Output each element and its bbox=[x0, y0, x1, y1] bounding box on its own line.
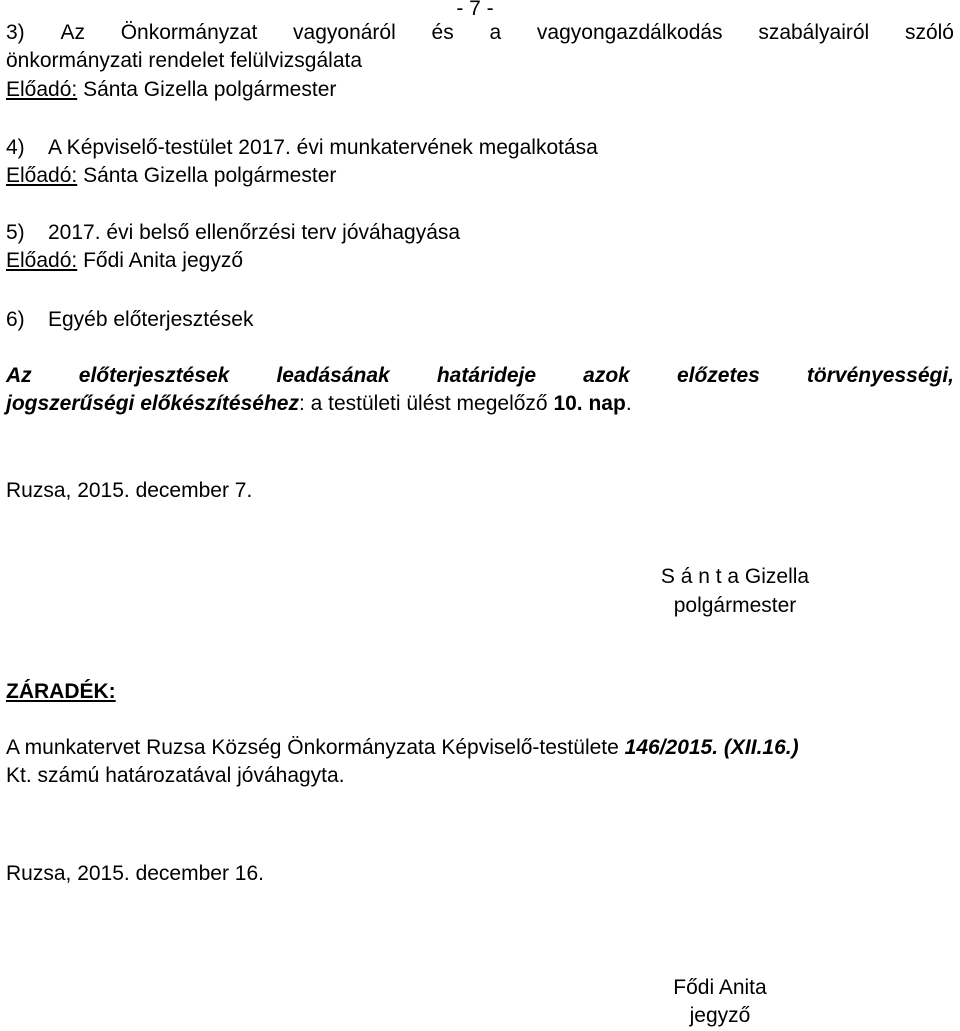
presenter-label: Előadó: bbox=[6, 249, 78, 272]
agenda-item-4-number: 4) bbox=[6, 136, 25, 159]
deadline-text: : a testületi ülést megelőző bbox=[298, 392, 554, 415]
date-2: Ruzsa, 2015. december 16. bbox=[6, 862, 264, 885]
agenda-item-3-line1 bbox=[6, 20, 954, 46]
clause-text: A munkatervet Ruzsa Község Önkormányzata Képviselő-testülete bbox=[6, 736, 625, 759]
presenter-name: Sánta Gizella polgármester bbox=[77, 164, 337, 187]
deadline-end: . bbox=[625, 392, 632, 415]
agenda-item-5-number: 5) bbox=[6, 221, 25, 244]
deadline-emphasis: jogszerűségi előkészítéséhez bbox=[6, 392, 299, 415]
deadline-days: 10. nap bbox=[553, 392, 626, 415]
presenter-name: Sánta Gizella polgármester bbox=[77, 78, 337, 101]
agenda-item-5-title bbox=[6, 220, 460, 246]
page-number: - 7 - bbox=[456, 0, 494, 20]
agenda-item-5-text: 2017. évi belső ellenőrzési terv jóváhagyása bbox=[48, 221, 461, 244]
presenter-label: Előadó: bbox=[6, 164, 78, 187]
presenter-name: Fődi Anita jegyző bbox=[77, 249, 243, 272]
deadline-line1: Az előterjesztések leadásának határideje azok előzetes törvényességi, bbox=[6, 364, 954, 387]
agenda-item-6-text: Egyéb előterjesztések bbox=[48, 308, 254, 331]
agenda-item-4-text: A Képviselő-testület 2017. évi munkatervének megalkotása bbox=[48, 136, 598, 159]
agenda-item-3-presenter bbox=[6, 77, 336, 103]
agenda-item-6-number: 6) bbox=[6, 308, 25, 331]
signer-2-name: Fődi Anita bbox=[673, 976, 767, 999]
clause-heading: ZÁRADÉK: bbox=[6, 680, 116, 703]
signer-1-name: S á n t a Gizella bbox=[660, 565, 810, 588]
agenda-item-3-title-line2: önkormányzati rendelet felülvizsgálata bbox=[6, 49, 363, 72]
signer-1-title: polgármester bbox=[673, 594, 797, 617]
clause-text-line1 bbox=[6, 735, 799, 761]
resolution-number: 146/2015. (XII.16.) bbox=[624, 736, 799, 759]
agenda-item-3-number: 3) bbox=[6, 21, 25, 44]
agenda-item-4-title bbox=[6, 135, 598, 161]
agenda-item-3-title-line1: Az Önkormányzat vagyonáról és a vagyongazdálkodás szabályairól szóló bbox=[60, 21, 954, 44]
clause-text-line2: Kt. számú határozatával jóváhagyta. bbox=[6, 764, 345, 787]
date-1: Ruzsa, 2015. december 7. bbox=[6, 479, 253, 502]
signer-2-title: jegyző bbox=[689, 1004, 751, 1027]
agenda-item-4-presenter bbox=[6, 163, 336, 189]
deadline-line2 bbox=[6, 391, 632, 417]
presenter-label: Előadó: bbox=[6, 78, 78, 101]
agenda-item-6-title bbox=[6, 307, 253, 333]
agenda-item-5-presenter bbox=[6, 248, 243, 274]
